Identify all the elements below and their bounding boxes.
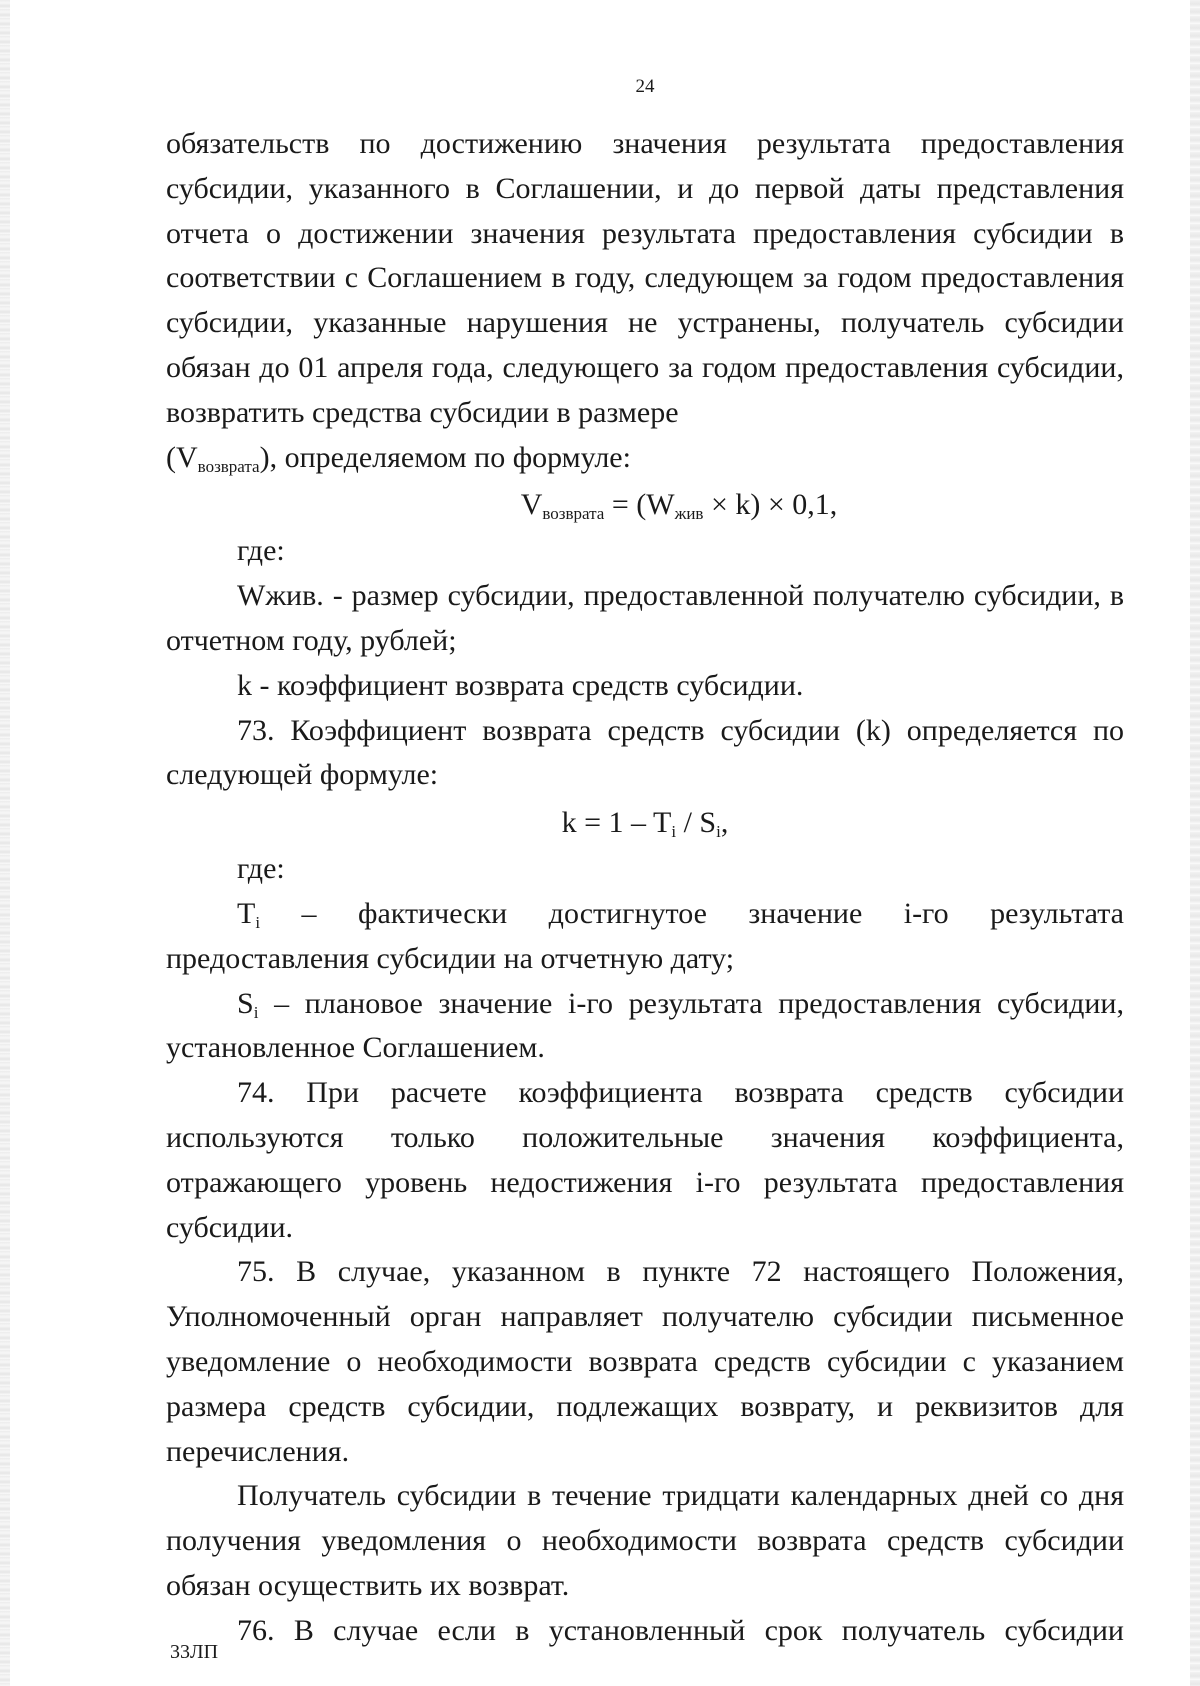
paragraph-73: 73. Коэффициент возврата средств субсидии (k) определяется по следующей формуле: [166, 713, 1124, 792]
definition-k: k - коэффициент возврата средств субсидии. [237, 668, 804, 702]
formula2-part-c: , [720, 806, 729, 840]
formula2-sub-t: i [671, 822, 677, 842]
ti-symbol: T [237, 896, 256, 930]
paragraph-76: 76. В случае если в установленный срок получатель субсидии [237, 1613, 1124, 1647]
paragraph-75-continued: Получатель субсидии в течение тридцати календарных дней со дня получения уведомления о необходимости возврата средств субсидии обязан осуществить их возврат. [166, 1479, 1124, 1602]
formula-intro-text: ), определяемом по формуле: [259, 440, 631, 474]
paragraph-75: 75. В случае, указанном в пункте 72 настоящего Положения, Уполномоченный орган направляет получателю субсидии письменное уведомление о необходимости возврата средств субсидии с указанием размера средств субсидии, подлежащих возврату, и реквизитов для перечисления. [166, 1255, 1124, 1468]
document-body [166, 122, 1124, 1654]
si-subscript: i [253, 1002, 259, 1022]
si-text: – плановое значение i-го результата предоставления субсидии, установленное Соглашением. [166, 986, 1124, 1065]
formula-coefficient [166, 798, 1124, 847]
formula-v-subscript: возврата [542, 504, 605, 524]
paragraph-72-formula-intro [166, 436, 1124, 481]
where-label-1: где: [237, 534, 285, 568]
formula-end: × k) × 0,1, [703, 488, 838, 522]
where-label-2: где: [237, 852, 285, 886]
definition-si [166, 982, 1124, 1072]
v-symbol: (V [166, 440, 198, 474]
v-subscript: возврата [197, 456, 260, 476]
formula-mid: = (W [604, 488, 675, 522]
page-number: 24 [635, 76, 655, 97]
scan-edge-left [0, 0, 10, 1686]
formula-w-subscript: жив [674, 504, 704, 524]
ti-text: – фактически достигнутое значение i-го результата предоставления субсидии на отчетную дату; [166, 896, 1124, 975]
formula2-part-b: / S [676, 806, 717, 840]
scan-edge-right [1190, 0, 1200, 1686]
paragraph-74: 74. При расчете коэффициента возврата средств субсидии используются только положительные значения коэффициента, отражающего уровень недостижения i-го результата предоставления субсидии. [166, 1076, 1124, 1244]
footer-code: 33ЛП [170, 1641, 219, 1663]
paragraph-72-continuation: обязательств по достижению значения результата предоставления субсидии, указанного в Соглашении, и до первой даты представления отчета о достижении значения результата предоставления субсидии в соответствии с Соглашением в году, следующем за годом предоставления субсидии, указанные нарушения не устранены, получатель субсидии обязан до 01 апреля года, следующего за годом предоставления субсидии, возвратить средства субсидии в размере [166, 127, 1124, 429]
si-symbol: S [237, 986, 254, 1020]
definition-ti [166, 892, 1124, 982]
formula2-sub-s: i [716, 822, 721, 842]
formula-v: V [520, 488, 543, 522]
definition-wzhiv: Wжив. - размер субсидии, предоставленной получателю субсидии, в отчетном году, рублей; [166, 579, 1124, 657]
formula-refund [166, 480, 1124, 529]
formula2-part-a: k = 1 – T [561, 806, 672, 840]
ti-subscript: i [255, 912, 261, 932]
